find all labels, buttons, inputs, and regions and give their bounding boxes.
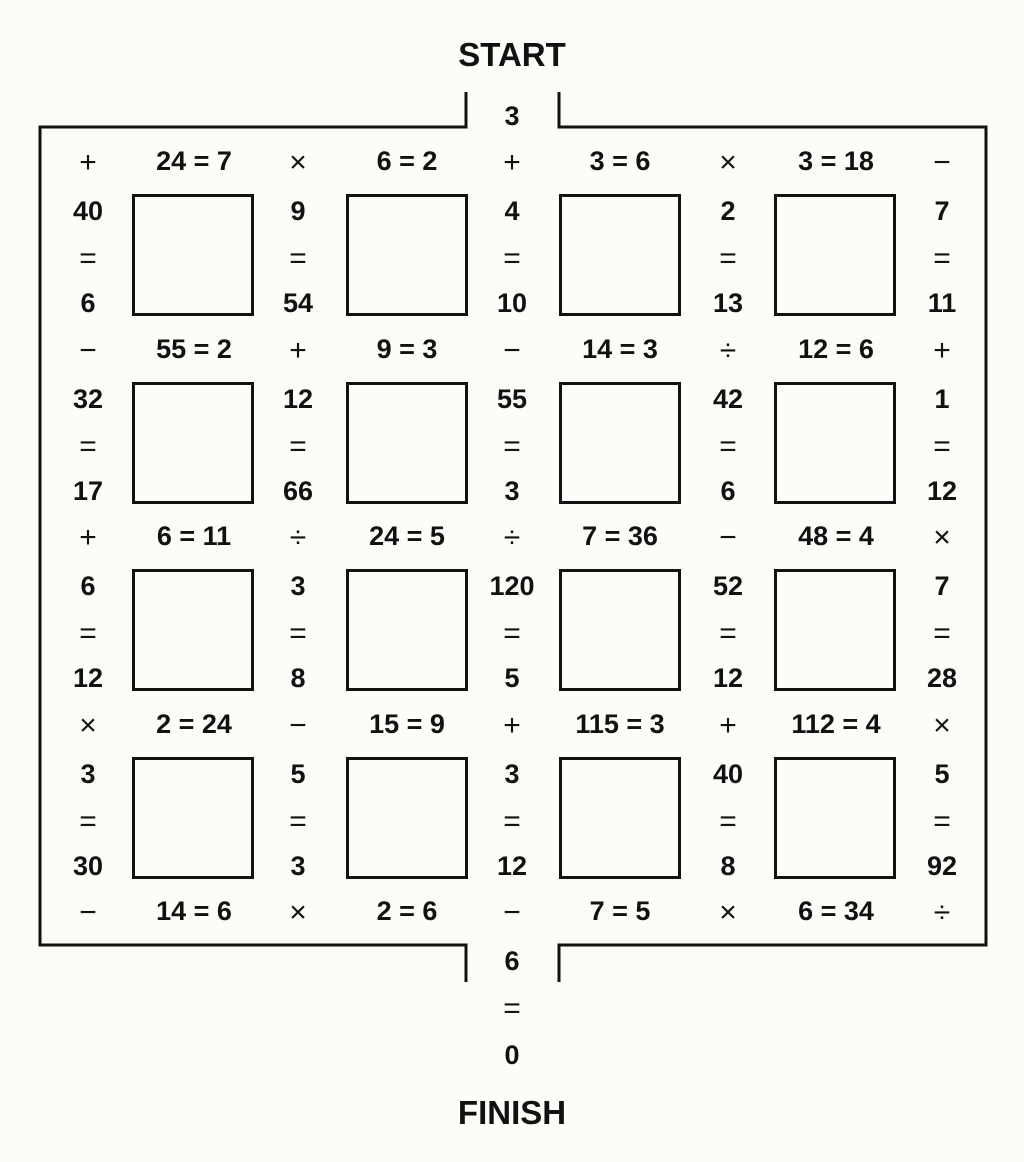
expression: 6 = 34 xyxy=(798,896,874,926)
expression: 2 = 6 xyxy=(376,896,438,926)
vertical-top-number: 40 xyxy=(712,759,744,789)
equals-sign: = xyxy=(933,805,951,838)
vertical-top-number: 5 xyxy=(290,759,306,789)
operator-symbol: ÷ xyxy=(503,521,521,554)
vertical-bottom-number: 13 xyxy=(712,288,744,318)
equals-sign: = xyxy=(933,430,951,463)
vertical-top-number: 7 xyxy=(934,571,950,601)
answer-box[interactable] xyxy=(559,382,681,504)
vertical-bottom-number: 8 xyxy=(290,663,306,693)
vertical-top-number: 1 xyxy=(934,384,950,414)
vertical-top-number: 4 xyxy=(504,196,520,226)
operator-symbol: + xyxy=(503,146,521,179)
operator-symbol: − xyxy=(79,896,97,929)
vertical-top-number: 12 xyxy=(282,384,314,414)
vertical-top-number: 6 xyxy=(80,571,96,601)
operator-symbol: × xyxy=(933,709,951,742)
expression: 9 = 3 xyxy=(376,334,438,364)
vertical-top-number: 55 xyxy=(496,384,528,414)
equals-sign: = xyxy=(719,617,737,650)
vertical-top-number: 120 xyxy=(489,571,535,601)
answer-box[interactable] xyxy=(346,757,468,879)
vertical-bottom-number: 92 xyxy=(926,851,958,881)
operator-symbol: × xyxy=(719,896,737,929)
operator-symbol: − xyxy=(503,334,521,367)
vertical-bottom-number: 12 xyxy=(496,851,528,881)
equals-sign: = xyxy=(79,617,97,650)
equals-sign: = xyxy=(503,242,521,275)
equals-sign: = xyxy=(503,805,521,838)
expression: 112 = 4 xyxy=(791,709,881,739)
operator-symbol: − xyxy=(503,896,521,929)
vertical-bottom-number: 12 xyxy=(926,476,958,506)
answer-box[interactable] xyxy=(559,569,681,691)
vertical-bottom-number: 6 xyxy=(720,476,736,506)
vertical-bottom-number: 12 xyxy=(72,663,104,693)
start-label: START xyxy=(458,36,566,73)
equals-sign: = xyxy=(289,617,307,650)
operator-symbol: − xyxy=(719,521,737,554)
finish-label: FINISH xyxy=(457,1094,567,1131)
vertical-bottom-number: 6 xyxy=(80,288,96,318)
vertical-top-number: 3 xyxy=(504,759,520,789)
vertical-bottom-number: 5 xyxy=(504,663,520,693)
operator-symbol: − xyxy=(289,709,307,742)
operator-symbol: ÷ xyxy=(719,334,737,367)
equals-sign: = xyxy=(503,430,521,463)
vertical-bottom-number: 17 xyxy=(72,476,104,506)
vertical-top-number: 9 xyxy=(290,196,306,226)
vertical-bottom-number: 3 xyxy=(504,476,520,506)
expression: 15 = 9 xyxy=(369,709,445,739)
expression: 48 = 4 xyxy=(798,521,874,551)
exit-number: 6 xyxy=(504,946,520,976)
vertical-bottom-number: 11 xyxy=(927,288,957,318)
expression: 14 = 6 xyxy=(156,896,232,926)
vertical-top-number: 5 xyxy=(934,759,950,789)
operator-symbol: × xyxy=(719,146,737,179)
equals-sign: = xyxy=(933,242,951,275)
equals-sign: = xyxy=(79,430,97,463)
expression: 12 = 6 xyxy=(798,334,874,364)
operator-symbol: × xyxy=(933,521,951,554)
vertical-bottom-number: 10 xyxy=(496,288,528,318)
expression: 3 = 6 xyxy=(589,146,651,176)
operator-symbol: + xyxy=(79,146,97,179)
expression: 55 = 2 xyxy=(156,334,232,364)
answer-box[interactable] xyxy=(774,382,896,504)
answer-box[interactable] xyxy=(132,569,254,691)
equals-sign: = xyxy=(79,242,97,275)
operator-symbol: + xyxy=(79,521,97,554)
vertical-top-number: 52 xyxy=(712,571,744,601)
entry-number: 3 xyxy=(504,101,520,131)
expression: 6 = 2 xyxy=(376,146,438,176)
expression: 24 = 5 xyxy=(369,521,445,551)
equals-sign: = xyxy=(289,430,307,463)
answer-box[interactable] xyxy=(346,382,468,504)
operator-symbol: × xyxy=(79,709,97,742)
vertical-bottom-number: 8 xyxy=(720,851,736,881)
expression: 2 = 24 xyxy=(156,709,232,739)
operator-symbol: × xyxy=(289,146,307,179)
operator-symbol: + xyxy=(503,709,521,742)
exit-result: 0 xyxy=(504,1040,520,1070)
vertical-bottom-number: 66 xyxy=(282,476,314,506)
answer-box[interactable] xyxy=(346,194,468,316)
vertical-bottom-number: 30 xyxy=(72,851,104,881)
answer-box[interactable] xyxy=(774,757,896,879)
operator-symbol: ÷ xyxy=(289,521,307,554)
answer-box[interactable] xyxy=(132,382,254,504)
expression: 14 = 3 xyxy=(582,334,658,364)
operator-symbol: + xyxy=(289,334,307,367)
expression: 115 = 3 xyxy=(575,709,665,739)
operator-symbol: × xyxy=(289,896,307,929)
answer-box[interactable] xyxy=(774,194,896,316)
expression: 6 = 11 xyxy=(156,521,232,551)
operator-symbol: + xyxy=(719,709,737,742)
equals-sign: = xyxy=(79,805,97,838)
expression: 7 = 5 xyxy=(589,896,651,926)
vertical-top-number: 7 xyxy=(934,196,950,226)
exit-equals-sign: = xyxy=(503,992,521,1025)
equals-sign: = xyxy=(719,430,737,463)
vertical-bottom-number: 28 xyxy=(926,663,958,693)
operator-symbol: − xyxy=(79,334,97,367)
equals-sign: = xyxy=(933,617,951,650)
vertical-top-number: 3 xyxy=(290,571,306,601)
answer-box[interactable] xyxy=(132,757,254,879)
answer-box[interactable] xyxy=(559,757,681,879)
answer-box[interactable] xyxy=(346,569,468,691)
equals-sign: = xyxy=(719,805,737,838)
expression: 3 = 18 xyxy=(798,146,874,176)
answer-box[interactable] xyxy=(132,194,254,316)
vertical-bottom-number: 54 xyxy=(282,288,314,318)
equals-sign: = xyxy=(719,242,737,275)
vertical-top-number: 40 xyxy=(72,196,104,226)
answer-box[interactable] xyxy=(559,194,681,316)
vertical-top-number: 42 xyxy=(712,384,744,414)
equals-sign: = xyxy=(289,242,307,275)
vertical-bottom-number: 3 xyxy=(290,851,306,881)
answer-box[interactable] xyxy=(774,569,896,691)
vertical-top-number: 32 xyxy=(72,384,104,414)
vertical-bottom-number: 12 xyxy=(712,663,744,693)
equals-sign: = xyxy=(503,617,521,650)
expression: 7 = 36 xyxy=(582,521,658,551)
operator-symbol: + xyxy=(933,334,951,367)
vertical-top-number: 2 xyxy=(720,196,736,226)
vertical-top-number: 3 xyxy=(80,759,96,789)
operator-symbol: ÷ xyxy=(933,896,951,929)
expression: 24 = 7 xyxy=(156,146,232,176)
equals-sign: = xyxy=(289,805,307,838)
operator-symbol: − xyxy=(933,146,951,179)
